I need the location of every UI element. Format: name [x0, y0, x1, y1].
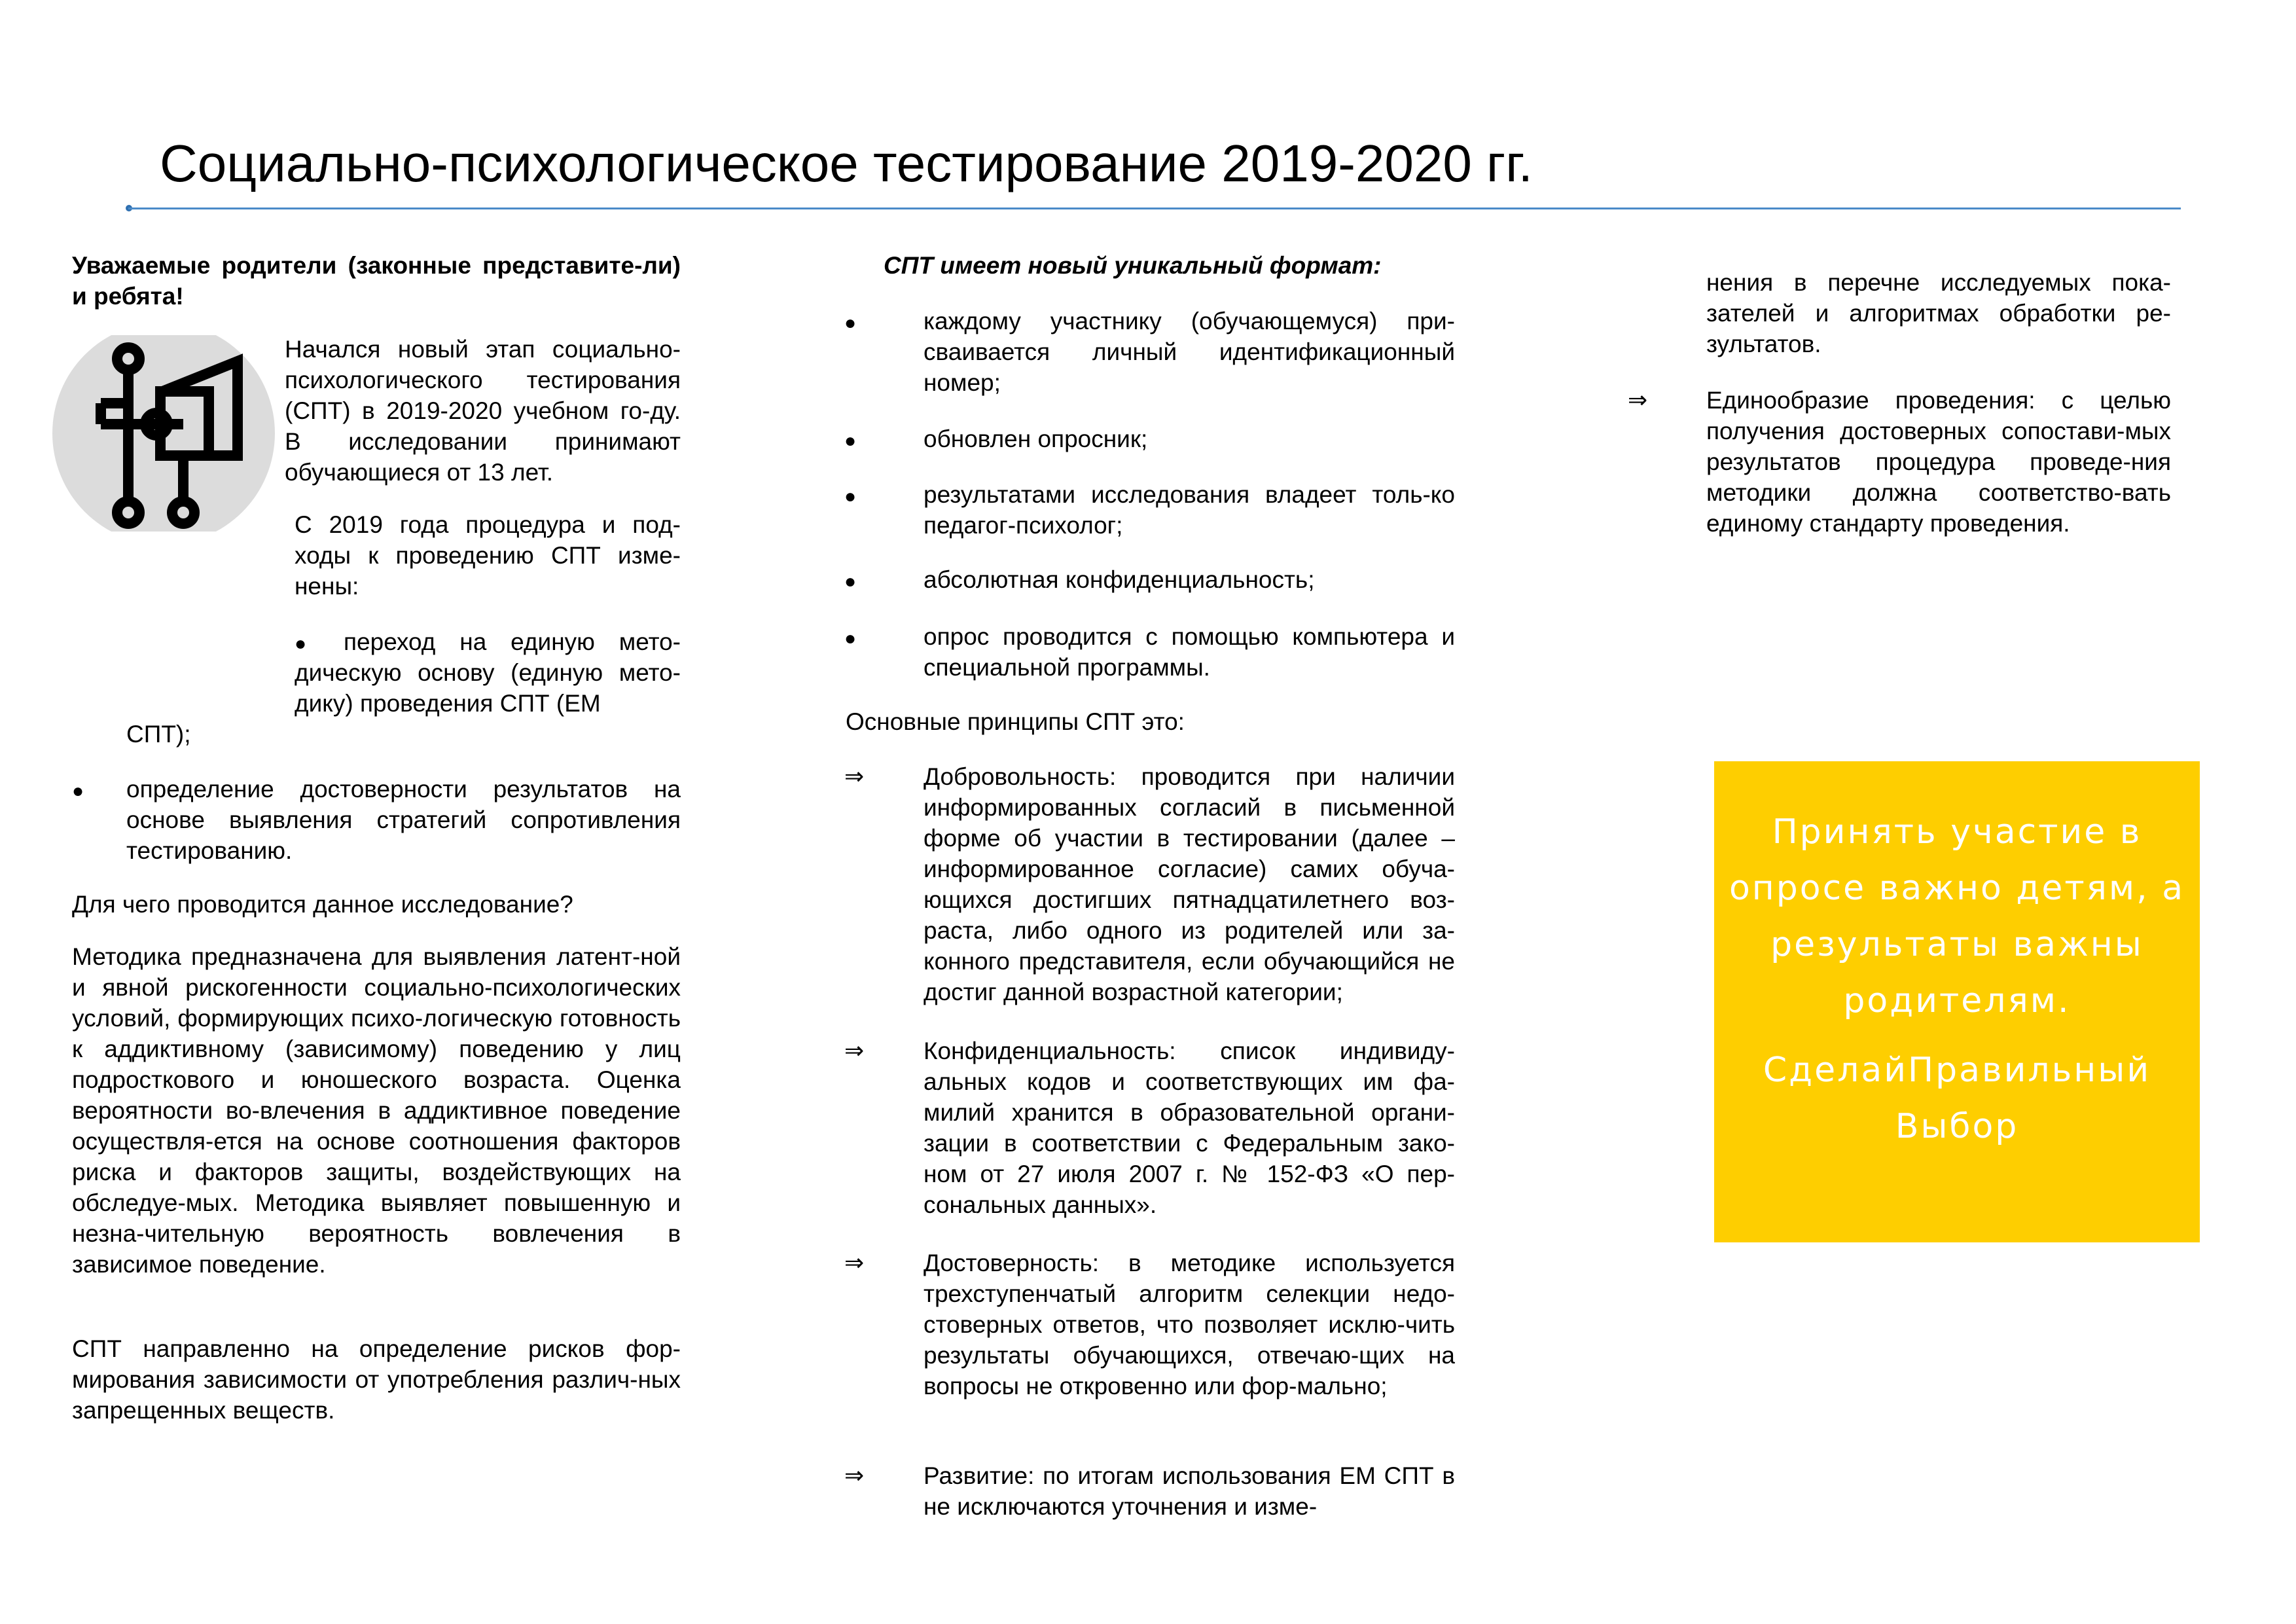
principle-reliability: Достоверность: в методике используется трехступенчатый алгоритм селекции недо-стоверных ответов, что позволяет исклю-чить результаты обучающихся, отвечаю-щих на вопросы не откровенно или фор-мально;: [924, 1250, 1455, 1399]
bullet-dot: ●: [844, 430, 857, 452]
change-item-1: переход на единую мето-дическую основу (единую мето-дику) проведения СПТ (ЕМ: [295, 628, 681, 717]
bullet-dot: ●: [844, 312, 857, 334]
double-right-arrow-icon: ⇒: [844, 1462, 865, 1489]
bullet-dot: ●: [844, 486, 857, 507]
format-item-1: каждому участнику (обучающемуся) при-сваивается личный идентификационный номер;: [924, 308, 1455, 396]
format-item-3: результатами исследования владеет толь-ко педагог-психолог;: [924, 481, 1455, 539]
bullet-dot: ●: [844, 628, 857, 649]
double-right-arrow-icon: ⇒: [844, 763, 865, 790]
principle-development: Развитие: по итогам использования ЕМ СПТ в не исключаются уточнения и изме-: [924, 1462, 1455, 1520]
principle-voluntary: Добровольность: проводится при наличии информированных согласий в письменной форме об участии в тестировании (далее – информированное согласие) самих обуча-ющихся достигших пятнадцатилетнего воз-раста, либо одного из родителей или за-конного представителя, если обучающийся не достиг данной возрастной категории;: [924, 763, 1455, 1005]
double-right-arrow-icon: ⇒: [844, 1250, 865, 1276]
development-continuation: нения в перечне исследуемых пока-зателей и алгоритмах обработки ре-зультатов.: [1706, 269, 2171, 357]
circuit-flag-icon: [52, 335, 275, 532]
aim-paragraph: СПТ направленно на определение рисков фор-мирования зависимости от употребления различ-ных запрещенных веществ.: [72, 1335, 681, 1424]
method-paragraph: Методика предназначена для выявления латент-ной и явной рискогенности социально-психологических условий, формирующих психо-логическую готовность к аддиктивному (зависимому) поведению у лиц подросткового и юношеского возраста. Оценка вероятности во-влечения в аддиктивное поведение осуществля-ется на основе соотношения факторов риска и факторов защиты, воздействующих на обследуе-мых. Методика выявляет повышенную и незна-чительную вероятность вовлечения в зависимое поведение.: [72, 943, 681, 1278]
format-item-5: опрос проводится с помощью компьютера и специальной программы.: [924, 623, 1455, 681]
greeting: Уважаемые родители (законные представите-ли) и ребята!: [72, 252, 681, 310]
question-heading: Для чего проводится данное исследование?: [72, 891, 573, 918]
bullet-dot: ●: [295, 633, 307, 655]
changes-intro: С 2019 года процедура и под-ходы к проведению СПТ изме-нены:: [295, 511, 681, 600]
principles-heading: Основные принципы СПТ это:: [846, 708, 1185, 735]
change-item-2: определение достоверности результатов на основе выявления стратегий сопротивления тестированию.: [126, 776, 681, 864]
callout-message: Принять участие в опросе важно детям, а результаты важны родителям.: [1729, 812, 2185, 1020]
callout-hashtag: СделайПравильный Выбор: [1763, 1051, 2151, 1146]
principle-confidentiality: Конфиденциальность: список индивиду-альных кодов и соответствующих им фа-милий хранится в образовательной органи-зации в соответствии с Федеральным зако-ном от 27 июля 2007 г. № 152-ФЗ «О пер-сональных данных».: [924, 1038, 1455, 1218]
format-item-4: абсолютная конфиденциальность;: [924, 566, 1315, 593]
principle-uniformity: Единообразие проведения: с целью получения достоверных сопостави-мых результатов процедура проведе-ния методики должна соответство-вать единому стандарту проведения.: [1706, 387, 2171, 537]
double-right-arrow-icon: ⇒: [1628, 387, 1648, 414]
change-item-1-tail: СПТ);: [126, 721, 191, 748]
bullet-dot: ●: [72, 780, 84, 802]
title-underline: [128, 208, 2181, 209]
double-right-arrow-icon: ⇒: [844, 1038, 865, 1064]
page-title: Социально-психологическое тестирование 2019-2020 гг.: [160, 134, 1533, 192]
intro-paragraph: Начался новый этап социально-психологического тестирования (СПТ) в 2019-2020 учебном го-ду. В исследовании принимают обучающиеся от 13 лет.: [285, 336, 681, 486]
format-item-2: обновлен опросник;: [924, 425, 1148, 452]
format-heading: СПТ имеет новый уникальный формат:: [884, 252, 1382, 279]
bullet-dot: ●: [844, 571, 857, 592]
